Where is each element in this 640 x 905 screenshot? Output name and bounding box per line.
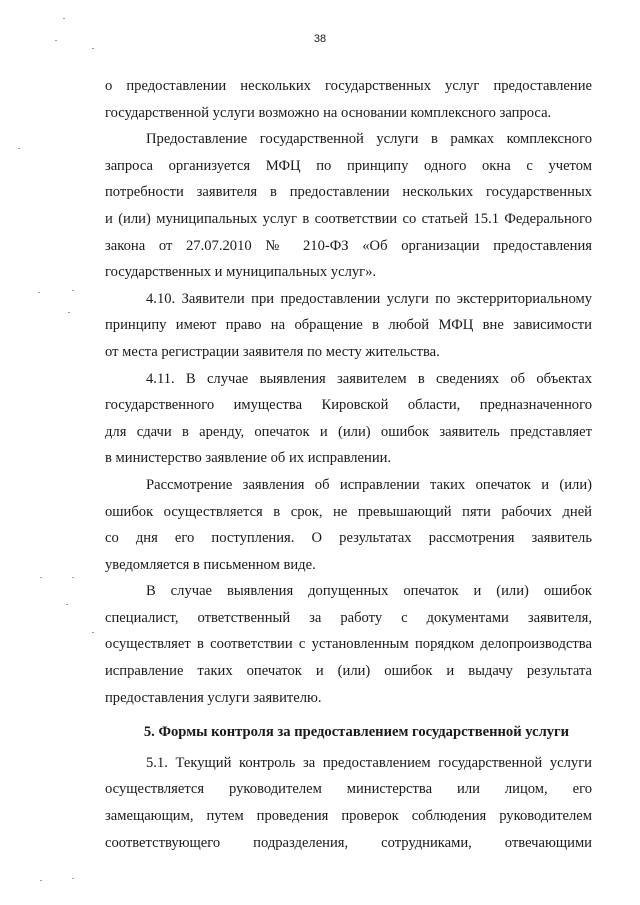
text-line: В случае выявления допущенных опечаток и (или) ошибок: [146, 583, 592, 600]
text-line: государственной услуги возможно на основании комплексного запроса.: [105, 104, 552, 121]
text-line: 4.10. Заявители при предоставлении услуги по экстерриториальному: [146, 290, 592, 307]
scan-speck: [38, 292, 40, 293]
text-line: соответствующего подразделения, сотрудниками, отвечающими: [105, 834, 592, 851]
text-line: для сдачи в аренду, опечаток и (или) ошибок заявитель представляет: [105, 423, 592, 440]
text-line: потребности заявителя в предоставлении нескольких государственных: [105, 184, 592, 201]
text-line: Предоставление государственной услуги в рамках комплексного: [146, 131, 592, 148]
text-line: Рассмотрение заявления об исправлении таких опечаток и (или): [146, 476, 592, 493]
text-line: государственных и муниципальных услуг».: [105, 264, 377, 281]
scan-speck: [68, 312, 70, 313]
scan-speck: [40, 880, 42, 881]
page-number: 38: [313, 33, 327, 45]
scan-speck: [40, 577, 42, 578]
text-line: осуществляет в соответствии с установленным порядком делопроизводства: [105, 636, 592, 653]
scan-speck: [72, 577, 74, 578]
text-line: исправление таких опечаток и (или) ошибок и выдачу результата: [105, 663, 592, 680]
scan-speck: [92, 48, 94, 49]
text-line: специалист, ответственный за работу с документами заявителя,: [105, 609, 592, 626]
scan-speck: [66, 604, 68, 605]
text-line: 4.11. В случае выявления заявителем в сведениях об объектах: [146, 370, 592, 387]
text-line: уведомляется в письменном виде.: [105, 556, 316, 573]
text-line: ошибок осуществляется в срок, не превышающий пяти рабочих дней: [105, 503, 592, 520]
scan-speck: [55, 40, 57, 41]
document-body: [105, 73, 592, 856]
section-heading: 5. Формы контроля за предоставлением государственной услуги: [143, 724, 570, 741]
text-line: принципу имеют право на обращение в любой МФЦ вне зависимости: [105, 317, 592, 334]
text-line: закона от 27.07.2010 № 210-ФЗ «Об организации предоставления: [105, 237, 592, 254]
text-line: государственного имущества Кировской области, предназначенного: [105, 397, 592, 414]
text-line: и (или) муниципальных услуг в соответствии со статьей 15.1 Федерального: [105, 210, 592, 227]
scan-speck: [63, 18, 65, 19]
scan-speck: [72, 878, 74, 879]
text-line: от места регистрации заявителя по месту жительства.: [105, 343, 440, 360]
text-line: предоставления услуги заявителю.: [105, 689, 322, 706]
text-line: в министерство заявление об их исправлении.: [105, 450, 392, 467]
text-line: 5.1. Текущий контроль за предоставлением государственной услуги: [146, 754, 592, 771]
text-line: о предоставлении нескольких государственных услуг предоставление: [105, 78, 592, 94]
text-line: осуществляется руководителем министерства или лицом, его: [105, 781, 592, 798]
text-line: замещающим, путем проведения проверок соблюдения руководителем: [105, 808, 592, 825]
scan-speck: [18, 148, 20, 149]
text-line: запроса организуется МФЦ по принципу одного окна с учетом: [105, 157, 592, 174]
scan-speck: [72, 290, 74, 291]
scan-speck: [92, 632, 94, 633]
text-line: со дня его поступления. О результатах рассмотрения заявитель: [105, 530, 592, 547]
